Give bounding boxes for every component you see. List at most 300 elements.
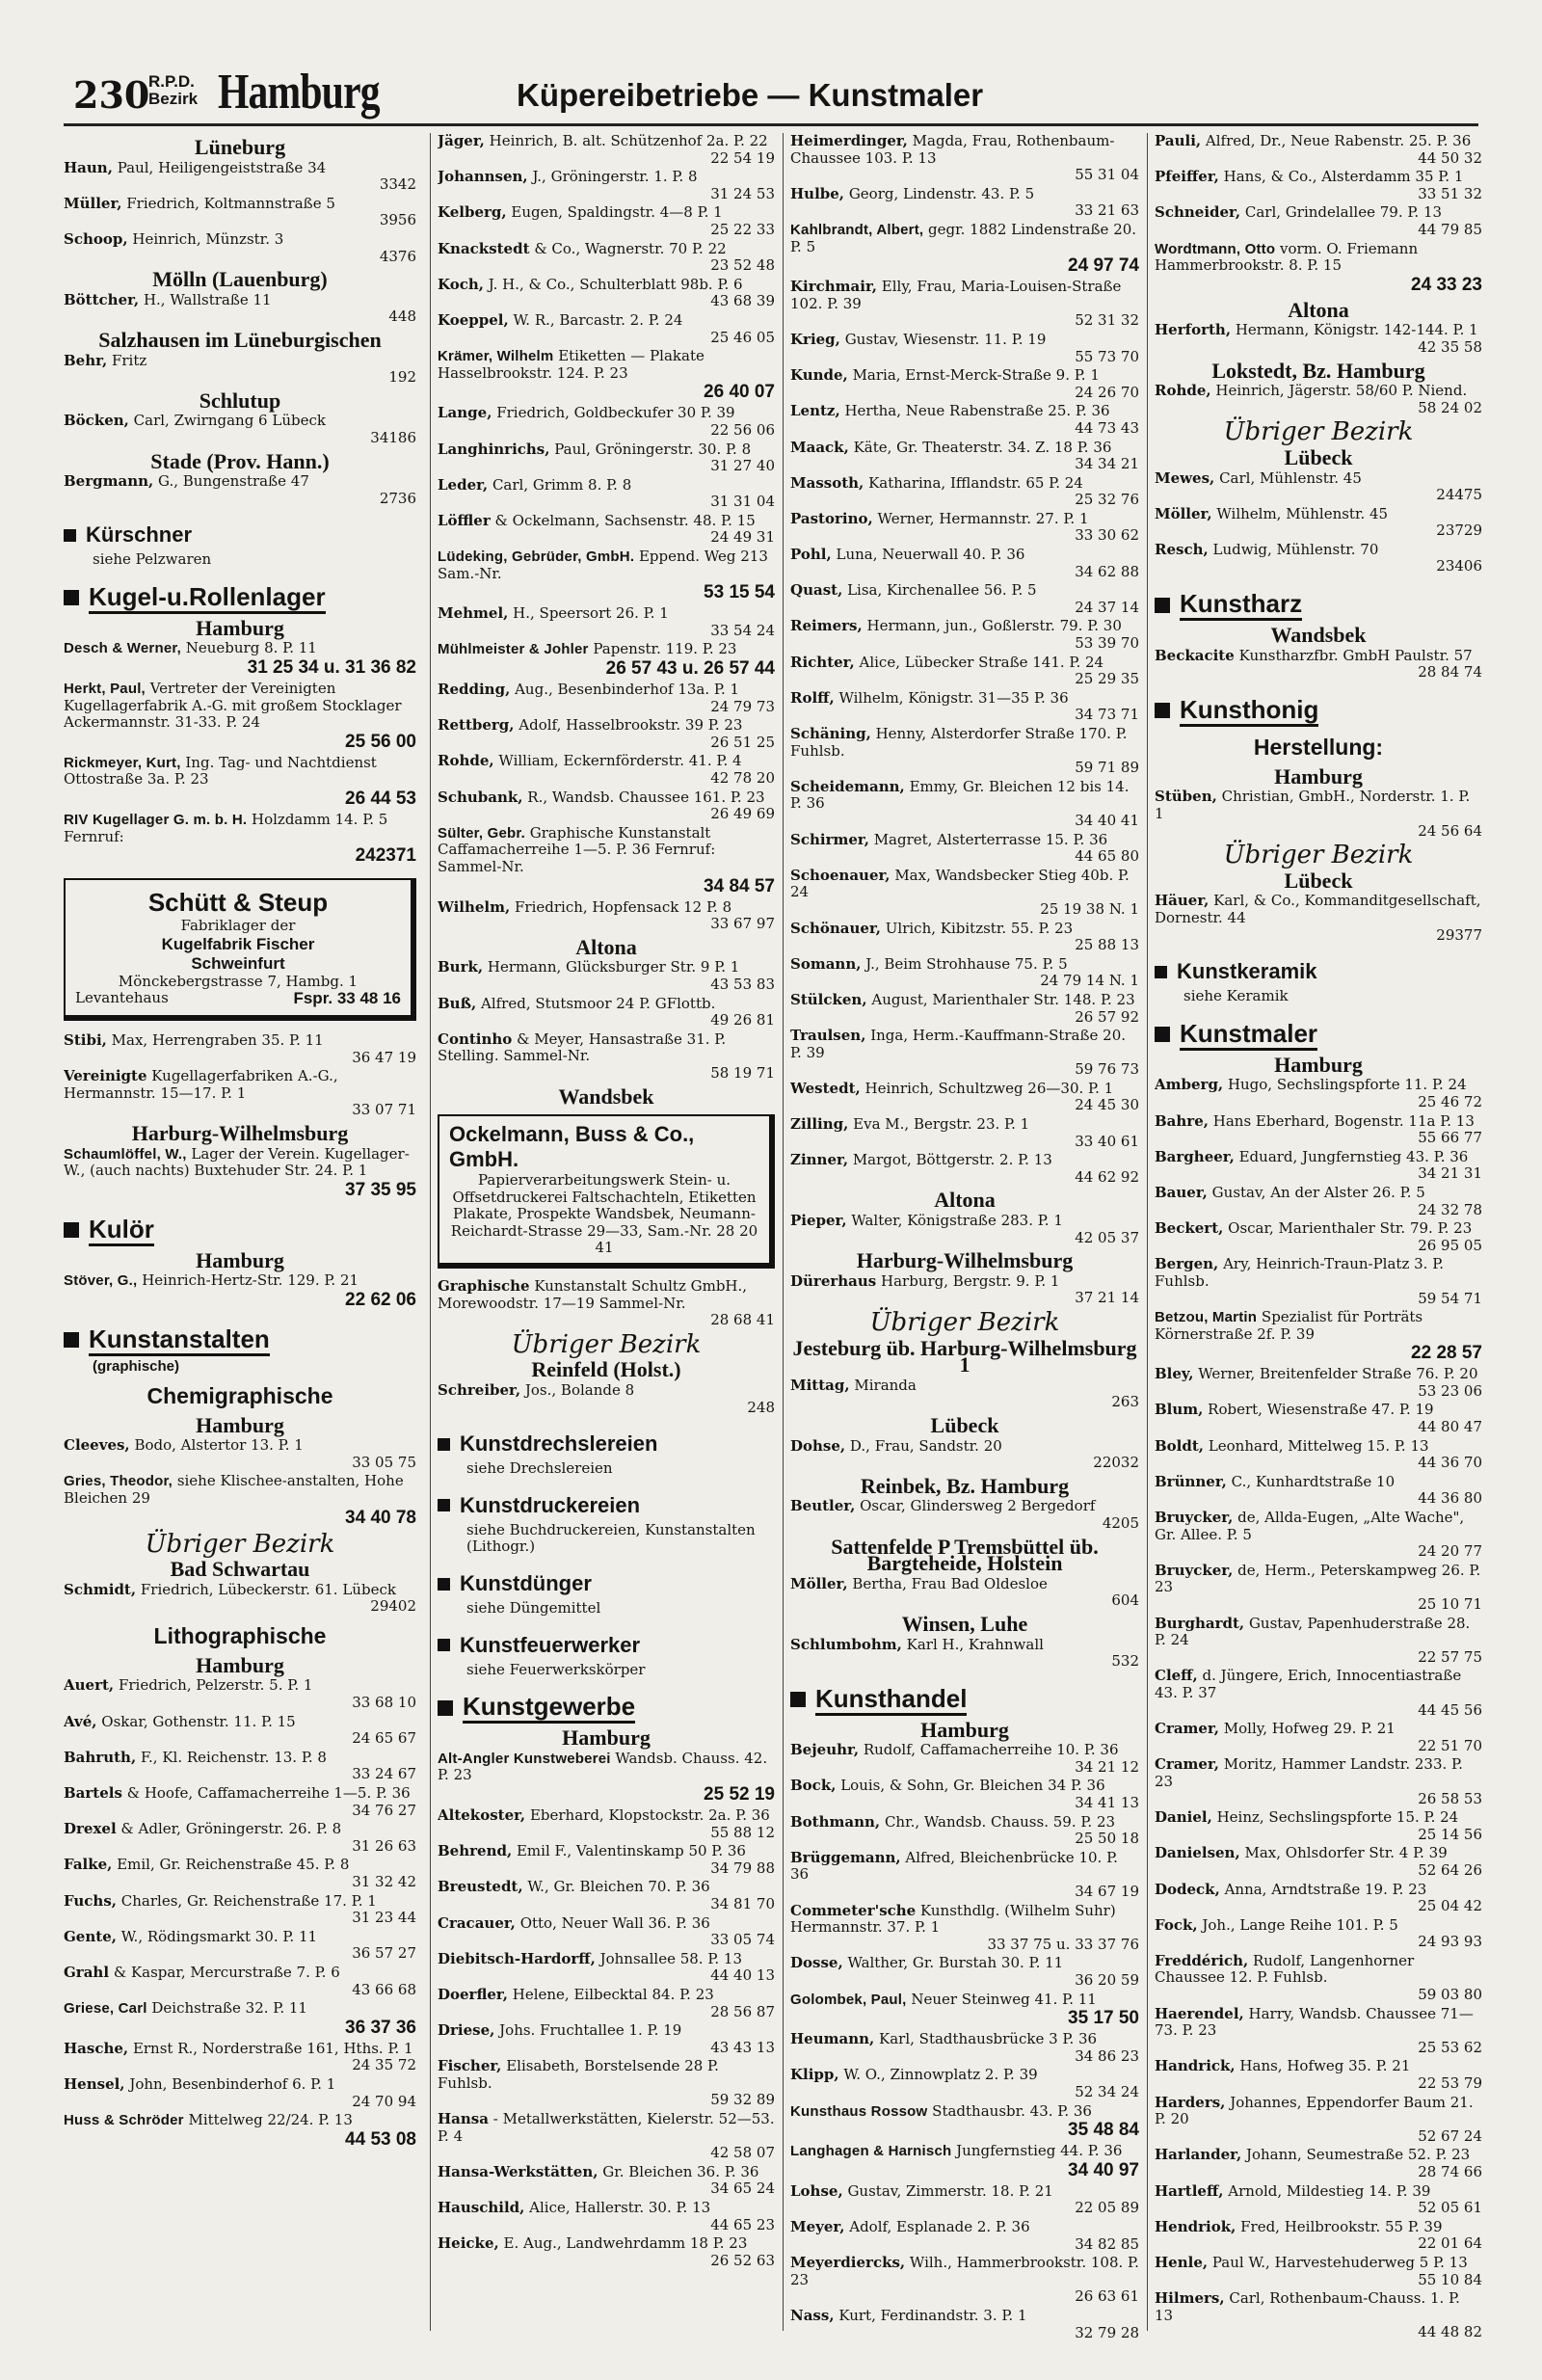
listing-line	[438, 717, 775, 735]
listing-phone: 33 37 75 u. 33 37 76	[987, 1935, 1139, 1953]
listing-phone: 24 32 78	[1418, 1200, 1482, 1218]
listing-entry	[790, 1498, 1139, 1532]
listing-phone: 59 03 80	[1418, 1986, 1482, 2004]
listing-text	[64, 1582, 396, 1599]
listing-text	[438, 241, 727, 258]
listing-text	[1155, 1510, 1482, 1543]
listing-text	[790, 279, 1139, 312]
listing-entry	[438, 1951, 775, 1985]
listing-text	[64, 2112, 353, 2129]
listing-address: Friedrich, Pelzerstr. 5. P. 1	[118, 1676, 313, 1695]
listing-entry	[1155, 383, 1482, 416]
listing-address: Hans Eberhard, Bogenstr. 11a P. 13	[1212, 1111, 1475, 1130]
listing-address: D., Frau, Sandstr. 20	[849, 1436, 1002, 1455]
listing-entry	[790, 222, 1139, 277]
listing-entry	[1155, 1366, 1482, 1400]
listing-address: Graphische Kunstanstalt Caffamacherreihe 1—5. P. 36 Fernruf: Sammel-Nr.	[438, 823, 716, 875]
listing-line	[1155, 1882, 1482, 1899]
listing-address: Etiketten — Plakate Hasselbrookstr. 124. P. 23	[438, 347, 705, 382]
listing-entry	[64, 1473, 416, 1528]
listing-line	[1155, 648, 1482, 665]
listing-line	[790, 2183, 1139, 2201]
listing-address: Heinrich, Schultzweg 26—30. P. 1	[864, 1079, 1114, 1097]
listing-text	[790, 511, 1089, 528]
place-heading: Altona	[1288, 297, 1349, 322]
listing-name: Heumann,	[790, 2030, 875, 2048]
listing-address: Emil F., Valentinskamp 50 P. 36	[516, 1842, 746, 1860]
listing-entry	[1155, 133, 1482, 167]
listing-entry	[438, 1031, 775, 1083]
listing-address: Werner, Breitenfelder Straße 76. P. 20	[1198, 1365, 1478, 1383]
listing-address: Helene, Eilbecktal 84. P. 23	[512, 1985, 714, 2003]
listing-address: J. H., & Co., Schulterblatt 98b. P. 6	[488, 275, 743, 293]
place-heading: Harburg-Wilhelmsburg	[856, 1248, 1074, 1273]
listing-entry	[790, 2103, 1139, 2142]
listing-name: Freddérich,	[1155, 1951, 1249, 1969]
listing-entry	[790, 133, 1139, 184]
listing-address: Hertha, Neue Rabenstraße 25. P. 36	[844, 402, 1110, 420]
listing-name: Hauschild,	[438, 2199, 525, 2217]
category-marker	[438, 1499, 450, 1511]
listing-address: Eva M., Bergstr. 23. P. 1	[853, 1115, 1030, 1134]
listing-entry	[1155, 1256, 1482, 1307]
listing-text	[64, 755, 416, 789]
listing-name: Herforth,	[1155, 321, 1232, 339]
listing-line	[790, 1576, 1139, 1593]
listing-entry	[64, 755, 416, 810]
listing-phone: 242371	[355, 845, 416, 867]
listing-phone: 25 56 00	[345, 731, 416, 752]
listing-address: & Meyer, Hansastraße 31. P. Stelling. Sammel-Nr.	[438, 1030, 727, 1065]
listing-entry	[790, 1814, 1139, 1848]
listing-entry	[1155, 1309, 1482, 1364]
listing-line	[790, 2219, 1139, 2236]
listing-name: Schmidt,	[64, 1580, 137, 1598]
listing-text	[438, 1751, 775, 1784]
listing-name: Behrend,	[438, 1842, 513, 1860]
listing-name: Hensel,	[64, 2074, 125, 2093]
listing-entry	[64, 231, 416, 265]
listing-address: Molly, Hofweg 29. P. 21	[1223, 1720, 1396, 1738]
listing-text	[790, 992, 1135, 1009]
listing-text	[1155, 2219, 1443, 2236]
listing-name: Herkt, Paul,	[64, 681, 146, 698]
listing-address: Alfred, Stutsmoor 24 P. GFlottb.	[480, 994, 716, 1012]
listing-text	[790, 956, 1068, 974]
place-heading: Altona	[934, 1188, 996, 1213]
listing-name: Schneider,	[1155, 203, 1241, 222]
listing-entry	[790, 1152, 1139, 1186]
place-heading: Hamburg	[196, 1247, 284, 1272]
listing-phone: 44 36 70	[1418, 1454, 1482, 1472]
listing-entry	[790, 1903, 1139, 1954]
listing-line	[438, 899, 775, 917]
listing-phone: 24 79 14 N. 1	[1040, 972, 1139, 990]
listing-name: Stüben,	[1155, 788, 1217, 806]
listing-phone: 29377	[1436, 925, 1482, 944]
listing-phone: 604	[1111, 1591, 1139, 1610]
listing-text	[790, 2255, 1139, 2288]
listing-line	[438, 1915, 775, 1933]
listing-text	[64, 1068, 416, 1102]
see-reference: siehe Drechslereien	[466, 1459, 613, 1478]
listing-text	[1155, 1756, 1482, 1790]
listing-text	[64, 681, 416, 732]
listing-text	[438, 441, 751, 459]
listing-name: Bahre,	[1155, 1111, 1209, 1130]
listing-text	[790, 1377, 917, 1395]
listing-text	[1155, 470, 1362, 488]
page-header	[64, 67, 1478, 125]
listing-phone: 36 47 19	[352, 1048, 416, 1066]
listing-phone: 44 73 43	[1075, 418, 1139, 437]
listing-name: Krieg,	[790, 330, 840, 348]
listing-line	[64, 1714, 416, 1731]
listing-address: siehe Klischee-anstalten, Hohe Bleichen 29	[64, 1472, 404, 1507]
listing-name: Rettberg,	[438, 716, 515, 735]
listing-text	[438, 1843, 746, 1860]
listing-name: Gente,	[64, 1927, 117, 1945]
listing-entry	[438, 2164, 775, 2198]
listing-text	[1155, 789, 1482, 822]
listing-name: Heimerdinger,	[790, 133, 908, 149]
listing-entry	[1155, 1474, 1482, 1508]
listing-line	[438, 2058, 775, 2092]
listing-entry	[64, 640, 416, 679]
listing-text	[64, 1893, 377, 1911]
listing-phone: 43 68 39	[710, 292, 775, 310]
listing-entry	[1155, 2255, 1482, 2288]
listing-entry	[1155, 2147, 1482, 2180]
listing-entry	[1155, 2006, 1482, 2057]
listing-text	[790, 1742, 1119, 1759]
listing-name: Nass,	[790, 2306, 835, 2324]
listing-entry	[790, 1850, 1139, 1901]
listing-phone: 24475	[1436, 486, 1482, 504]
listing-line	[64, 755, 416, 789]
listing-entry	[64, 1677, 416, 1711]
listing-name: Meyer,	[790, 2217, 845, 2235]
listing-name: Bahruth,	[64, 1748, 137, 1766]
listing-entry	[438, 1382, 775, 1416]
listing-name: Mittag,	[790, 1376, 850, 1394]
listing-text	[438, 2058, 775, 2092]
listing-text	[64, 1714, 296, 1731]
listing-entry	[1155, 1616, 1482, 1667]
listing-line	[1155, 1077, 1482, 1094]
listing-entry	[438, 682, 775, 715]
listing-address: W., Gr. Bleichen 70. P. 36	[527, 1878, 710, 1896]
listing-address: Ary, Heinrich-Traun-Platz 3. P. Fuhlsb.	[1155, 1255, 1445, 1290]
listing-entry	[790, 868, 1139, 919]
listing-text	[1155, 542, 1378, 559]
listing-name: Langhinrichs,	[438, 440, 550, 458]
place-heading: Reinbek, Bz. Hamburg	[860, 1473, 1070, 1498]
listing-address: H., Speersort 26. P. 1	[513, 604, 669, 623]
listing-line	[790, 832, 1139, 849]
listing-phone: 42 58 07	[710, 2144, 775, 2162]
listing-name: Böttcher,	[64, 290, 140, 308]
listing-phone: 26 57 43 u. 26 57 44	[605, 658, 775, 680]
listing-line	[790, 2308, 1139, 2325]
listing-line	[64, 1146, 416, 1180]
listing-address: Fred, Heilbrookstr. 55 P. 39	[1240, 2217, 1443, 2235]
listing-line	[790, 511, 1139, 528]
listing-address: Kugellagerfabriken A.-G., Hermannstr. 15—17. P. 1	[64, 1067, 338, 1102]
listing-text	[64, 1857, 349, 1874]
listing-phone: 34 40 41	[1075, 811, 1139, 829]
listing-name: Rickmeyer, Kurt,	[64, 754, 181, 771]
listing-entry	[790, 726, 1139, 777]
listing-name: Drexel	[64, 1820, 117, 1838]
listing-address: Gustav, Wiesenstr. 11. P. 19	[844, 330, 1047, 348]
listing-entry	[1155, 1845, 1482, 1879]
listing-name: Falke,	[64, 1856, 113, 1874]
listing-name: Lange,	[438, 404, 492, 422]
listing-phone: 36 20 59	[1075, 1971, 1139, 1989]
listing-name: Beckacite	[1155, 646, 1235, 664]
advert-line: Fabriklager der	[180, 917, 296, 935]
listing-address: Magda, Frau, Rothenbaum-Chaussee 103. P. 13	[790, 133, 1115, 167]
listing-name: Kirchmair,	[790, 278, 877, 296]
listing-name: Fuchs,	[64, 1891, 117, 1910]
listing-name: Pohl,	[790, 546, 832, 564]
listing-address: Elly, Frau, Maria-Louisen-Straße 102. P. 39	[790, 278, 1122, 312]
listing-entry	[438, 717, 775, 751]
listing-phone: 33 07 71	[352, 1101, 416, 1119]
listing-text	[64, 1821, 341, 1838]
place-heading: Hamburg	[1274, 1052, 1363, 1077]
listing-entry	[1155, 322, 1482, 356]
listing-address: Louis, & Sohn, Gr. Bleichen 34 P. 36	[840, 1777, 1105, 1795]
listing-address: Kurt, Ferdinandstr. 3. P. 1	[838, 2306, 1027, 2324]
listing-phone: 33 05 74	[710, 1931, 775, 1949]
listing-line	[438, 605, 775, 623]
listing-entry	[438, 2200, 775, 2233]
listing-phone: 52 34 24	[1075, 2082, 1139, 2100]
listing-entry	[438, 899, 775, 933]
listing-address: Paul, Gröningerstr. 30. P. 8	[554, 440, 752, 458]
listing-line	[64, 681, 416, 732]
listing-line	[64, 413, 416, 430]
listing-name: Müller,	[64, 194, 122, 212]
listing-address: Heinrich, Münzstr. 3	[132, 229, 284, 248]
listing-name: Sülter, Gebr.	[438, 824, 525, 842]
listing-name: Schreiber,	[438, 1381, 521, 1400]
category-title: Kulör	[89, 1215, 154, 1246]
listing-address: Paul, Heiligengeiststraße 34	[117, 158, 327, 176]
listing-name: Wilhelm,	[438, 897, 511, 916]
listing-address: Anna, Arndtstraße 19. P. 23	[1224, 1880, 1427, 1898]
category-marker	[790, 1692, 806, 1707]
listing-address: gegr. 1882 Lindenstraße 20. P. 5	[790, 220, 1137, 255]
listing-text	[790, 2183, 1053, 2201]
listing-address: - Metallwerkstätten, Kielerstr. 52—53. P. 4	[438, 2110, 775, 2145]
listing-phone: 44 65 80	[1075, 847, 1139, 866]
listing-phone: 24 49 31	[710, 528, 775, 547]
listing-text	[1155, 1220, 1472, 1238]
listing-address: Heinrich, B. alt. Schützenhof 2a. P. 22	[489, 133, 768, 149]
listing-text	[790, 1903, 1139, 1937]
listing-entry	[790, 1637, 1139, 1671]
listing-entry	[1155, 1882, 1482, 1915]
listing-text	[790, 655, 1103, 672]
listing-name: Bejeuhr,	[790, 1741, 860, 1759]
listing-address: Wandsb. Chauss. 42. P. 23	[438, 1749, 768, 1784]
listing-address: de, Herm., Peterskampweg 26. P. 23	[1155, 1561, 1481, 1596]
listing-line	[1155, 1438, 1482, 1456]
listing-line	[790, 2103, 1139, 2121]
listing-entry	[438, 405, 775, 439]
listing-line	[1155, 1563, 1482, 1596]
listing-line	[790, 440, 1139, 457]
listing-line	[790, 403, 1139, 420]
listing-phone: 55 73 70	[1075, 347, 1139, 365]
listing-phone: 24 70 94	[352, 2092, 416, 2110]
listing-address: Gustav, Zimmerstr. 18. P. 21	[847, 2181, 1053, 2200]
listing-entry	[790, 992, 1139, 1026]
listing-text	[790, 367, 1100, 385]
listing-name: Häuer,	[1155, 892, 1210, 910]
listing-line	[64, 196, 416, 213]
listing-phone: 34 40 97	[1068, 2159, 1139, 2180]
listing-entry	[790, 832, 1139, 866]
listing-entry	[1155, 1220, 1482, 1254]
listing-name: Rohde,	[1155, 382, 1211, 400]
listing-phone: 22 62 06	[345, 1289, 416, 1310]
listing-address: Jungfernstieg 44. P. 36	[956, 2142, 1123, 2160]
listing-address: Karl H., Krahnwall	[906, 1635, 1044, 1653]
listing-text	[790, 2308, 1027, 2325]
listing-phone: 33 51 32	[1418, 184, 1482, 202]
listing-entry	[790, 2183, 1139, 2217]
listing-line	[790, 1498, 1139, 1515]
listing-name: Löffler	[438, 511, 491, 529]
listing-phone: 22 51 70	[1418, 1736, 1482, 1754]
listing-phone: 44 79 85	[1418, 220, 1482, 238]
listing-text	[438, 1987, 714, 2004]
place-heading: Lübeck	[930, 1412, 999, 1437]
listing-line	[438, 1031, 775, 1065]
category-heading	[438, 1430, 775, 1458]
listing-text	[64, 1929, 317, 1946]
listing-line	[438, 959, 775, 976]
listing-entry	[438, 789, 775, 823]
listing-address: Max, Wandsbecker Stieg 40b. P. 24	[790, 866, 1130, 901]
see-reference: siehe Düngemittel	[466, 1599, 601, 1617]
listing-line	[790, 2143, 1139, 2160]
listing-address: Kunstanstalt Schultz GmbH., Morewoodstr. 17—19 Sammel-Nr.	[438, 1277, 748, 1312]
listing-name: Massoth,	[790, 473, 864, 492]
listing-phone: 34 86 23	[1075, 2046, 1139, 2065]
listing-line	[1155, 1185, 1482, 1202]
listing-entry	[790, 1742, 1139, 1776]
listing-text	[64, 2000, 307, 2018]
listing-text	[790, 1028, 1139, 1061]
listing-text	[438, 513, 756, 530]
listing-phone: 25 29 35	[1075, 670, 1139, 688]
listing-address: Hermann, Königstr. 142-144. P. 1	[1235, 321, 1478, 339]
subcategory-heading: Lithographische	[153, 1622, 327, 1648]
listing-line	[1155, 1474, 1482, 1491]
see-reference: siehe Keramik	[1183, 987, 1289, 1005]
listing-phone: 25 50 18	[1075, 1830, 1139, 1848]
listing-name: Lüdeking, Gebrüder, GmbH.	[438, 548, 635, 566]
listing-text	[438, 1951, 742, 1968]
listing-address: Eugen, Spaldingstr. 4—8 P. 1	[511, 203, 723, 222]
listing-phone: 23729	[1436, 521, 1482, 540]
listing-name: Krämer, Wilhelm	[438, 348, 554, 365]
listing-text	[438, 2022, 681, 2040]
listing-text	[438, 169, 698, 186]
listing-entry	[790, 2031, 1139, 2065]
listing-phone: 44 48 82	[1418, 2323, 1482, 2340]
see-reference: siehe Pelzwaren	[93, 550, 212, 569]
region-heading: Übriger Bezirk	[869, 1308, 1060, 1337]
listing-phone: 42 35 58	[1418, 337, 1482, 356]
advert-box	[64, 878, 416, 1021]
listing-line	[64, 1582, 416, 1599]
listing-line	[1155, 1845, 1482, 1862]
listing-address: Jos., Bolande 8	[524, 1381, 635, 1400]
listing-name: Richter,	[790, 653, 855, 671]
listing-name: Schirmer,	[790, 830, 869, 848]
listing-text	[1155, 383, 1467, 400]
listing-text	[790, 133, 1139, 167]
listing-phone: 22 05 89	[1075, 2199, 1139, 2217]
advert-text: Papierverarbeitungswerk Stein- u. Offsetdruckerei Faltschachteln, Etiketten Plakate, Prospekte Wandsbek, Neumann-Reichardt-Strasse 29—33, Sam.-Nr. 28 20 41	[450, 1171, 758, 1257]
category-heading	[64, 521, 416, 549]
listing-entry	[64, 473, 416, 507]
listing-address: Carl, Mühlenstr. 45	[1219, 468, 1362, 487]
listing-line	[790, 1028, 1139, 1061]
place-heading: Hamburg	[920, 1717, 1009, 1742]
listing-text	[1155, 241, 1482, 275]
listing-name: Huss & Schröder	[64, 2112, 184, 2129]
listing-phone: 25 14 56	[1418, 1825, 1482, 1843]
listing-phone: 34 62 88	[1075, 562, 1139, 580]
listing-phone: 26 51 25	[710, 733, 775, 751]
listing-address: Carl, Rothenbaum-Chauss. 1. P. 13	[1155, 2289, 1460, 2324]
listing-text	[790, 1955, 1063, 1972]
listing-entry	[64, 1857, 416, 1890]
listing-name: Brüggemann,	[790, 1848, 901, 1866]
listing-entry	[790, 779, 1139, 830]
listing-phone: 33 68 10	[352, 1694, 416, 1712]
listing-line	[64, 1893, 416, 1911]
subcategory-heading: Herstellung:	[1253, 734, 1384, 760]
listing-line	[64, 2112, 416, 2129]
column-divider	[783, 133, 784, 2331]
listing-line	[1155, 1510, 1482, 1543]
listing-phone: 44 36 80	[1418, 1489, 1482, 1508]
listing-text	[790, 2031, 1097, 2048]
listing-address: d. Jüngere, Erich, Innocentiastraße 43. P. 37	[1155, 1667, 1462, 1701]
listing-entry	[1155, 1917, 1482, 1951]
listing-phone: 52 31 32	[1075, 311, 1139, 330]
listing-name: Cramer,	[1155, 1755, 1220, 1774]
listing-name: Vereinigte	[64, 1067, 147, 1085]
listing-address: Arnold, Mildestieg 14. P. 39	[1228, 2181, 1431, 2200]
listing-phone: 448	[388, 308, 416, 326]
listing-line	[790, 1850, 1139, 1884]
listing-entry	[790, 2067, 1139, 2100]
listing-line	[438, 1807, 775, 1825]
listing-name: Harders,	[1155, 2093, 1226, 2111]
listing-address: C., Kunhardtstraße 10	[1231, 1472, 1396, 1490]
listing-text	[64, 1785, 411, 1803]
listing-text	[1155, 2095, 1482, 2128]
